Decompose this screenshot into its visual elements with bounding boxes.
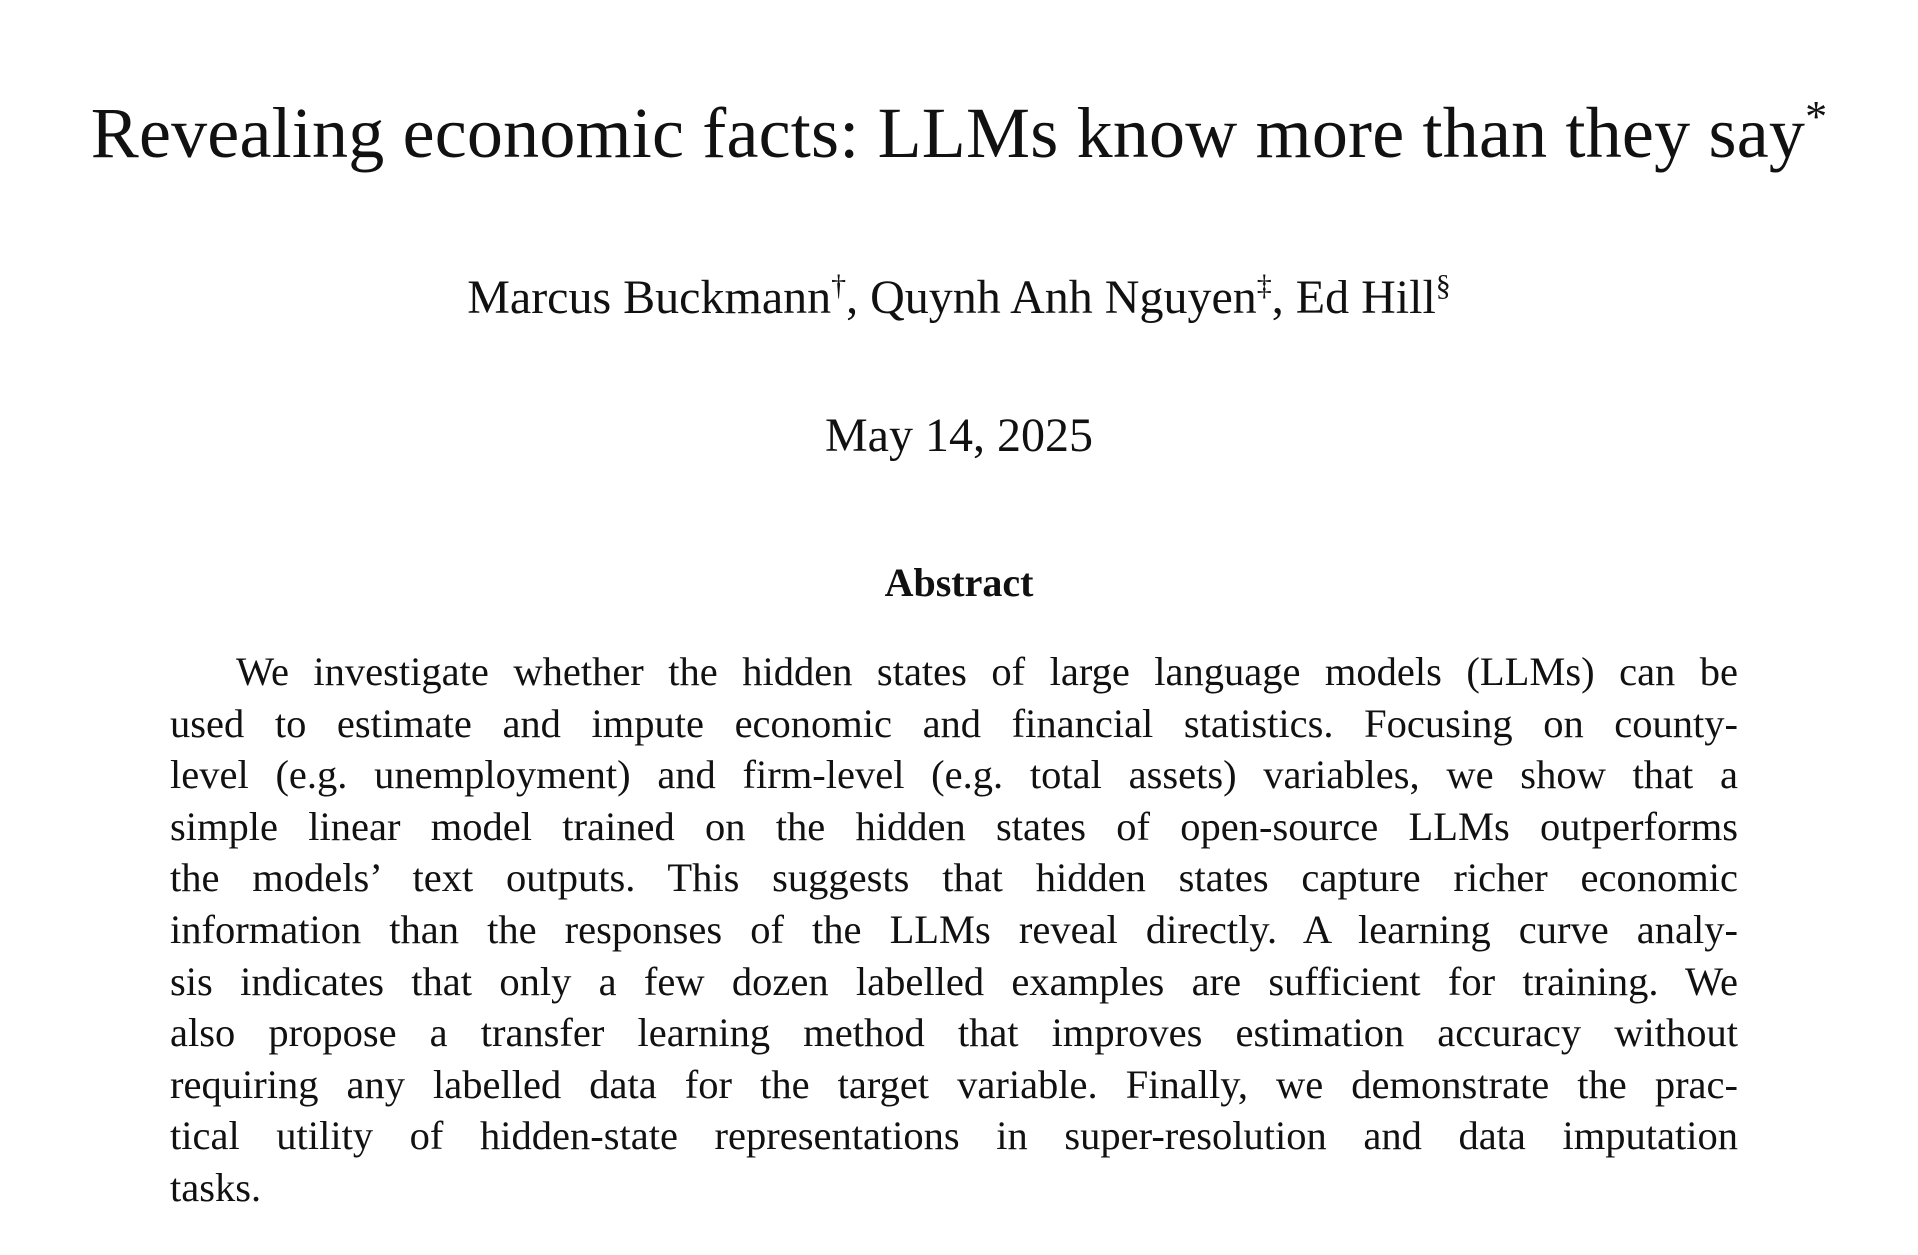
abstract-line: information than the responses of the LLMs reveal directly. A learning curve analy-: [170, 906, 1738, 952]
author-name: Marcus Buckmann: [467, 271, 832, 324]
author-separator: ,: [846, 271, 871, 324]
author-list: [0, 268, 1918, 328]
paper-date: May 14, 2025: [825, 409, 1093, 462]
author-name: Ed Hill: [1295, 271, 1436, 324]
abstract-heading: Abstract: [884, 560, 1034, 605]
abstract-line: the models’ text outputs. This suggests that hidden states capture richer economic: [170, 855, 1738, 901]
author-separator: ,: [1271, 271, 1296, 324]
abstract-line: level (e.g. unemployment) and firm-level (e.g. total assets) variables, we show that a: [170, 752, 1738, 798]
abstract-line: used to estimate and impute economic and financial statistics. Focusing on county-: [170, 700, 1738, 746]
abstract-line: simple linear model trained on the hidden states of open-source LLMs outperforms: [170, 803, 1738, 849]
abstract-line: We investigate whether the hidden states of large language models (LLMs) can be: [236, 649, 1738, 694]
abstract-line: also propose a transfer learning method that improves estimation accuracy without: [170, 1010, 1738, 1056]
author-name: Quynh Anh Nguyen: [870, 271, 1257, 324]
paper-title: [0, 88, 1918, 178]
author-footnote-mark: †: [831, 269, 847, 302]
abstract-line: sis indicates that only a few dozen labelled examples are sufficient for training. We: [170, 958, 1738, 1004]
abstract-line: tical utility of hidden-state representations in super-resolution and data imputation: [170, 1113, 1738, 1159]
abstract-line: tasks.: [170, 1164, 262, 1210]
abstract-body: [170, 646, 1738, 1214]
author-footnote-mark: ‡: [1256, 269, 1272, 302]
title-footnote-mark: *: [1805, 92, 1828, 141]
paper-title-text: Revealing economic facts: LLMs know more than they say: [90, 93, 1806, 173]
author-footnote-mark: §: [1435, 269, 1451, 302]
abstract-line: requiring any labelled data for the target variable. Finally, we demonstrate the prac-: [170, 1061, 1738, 1107]
